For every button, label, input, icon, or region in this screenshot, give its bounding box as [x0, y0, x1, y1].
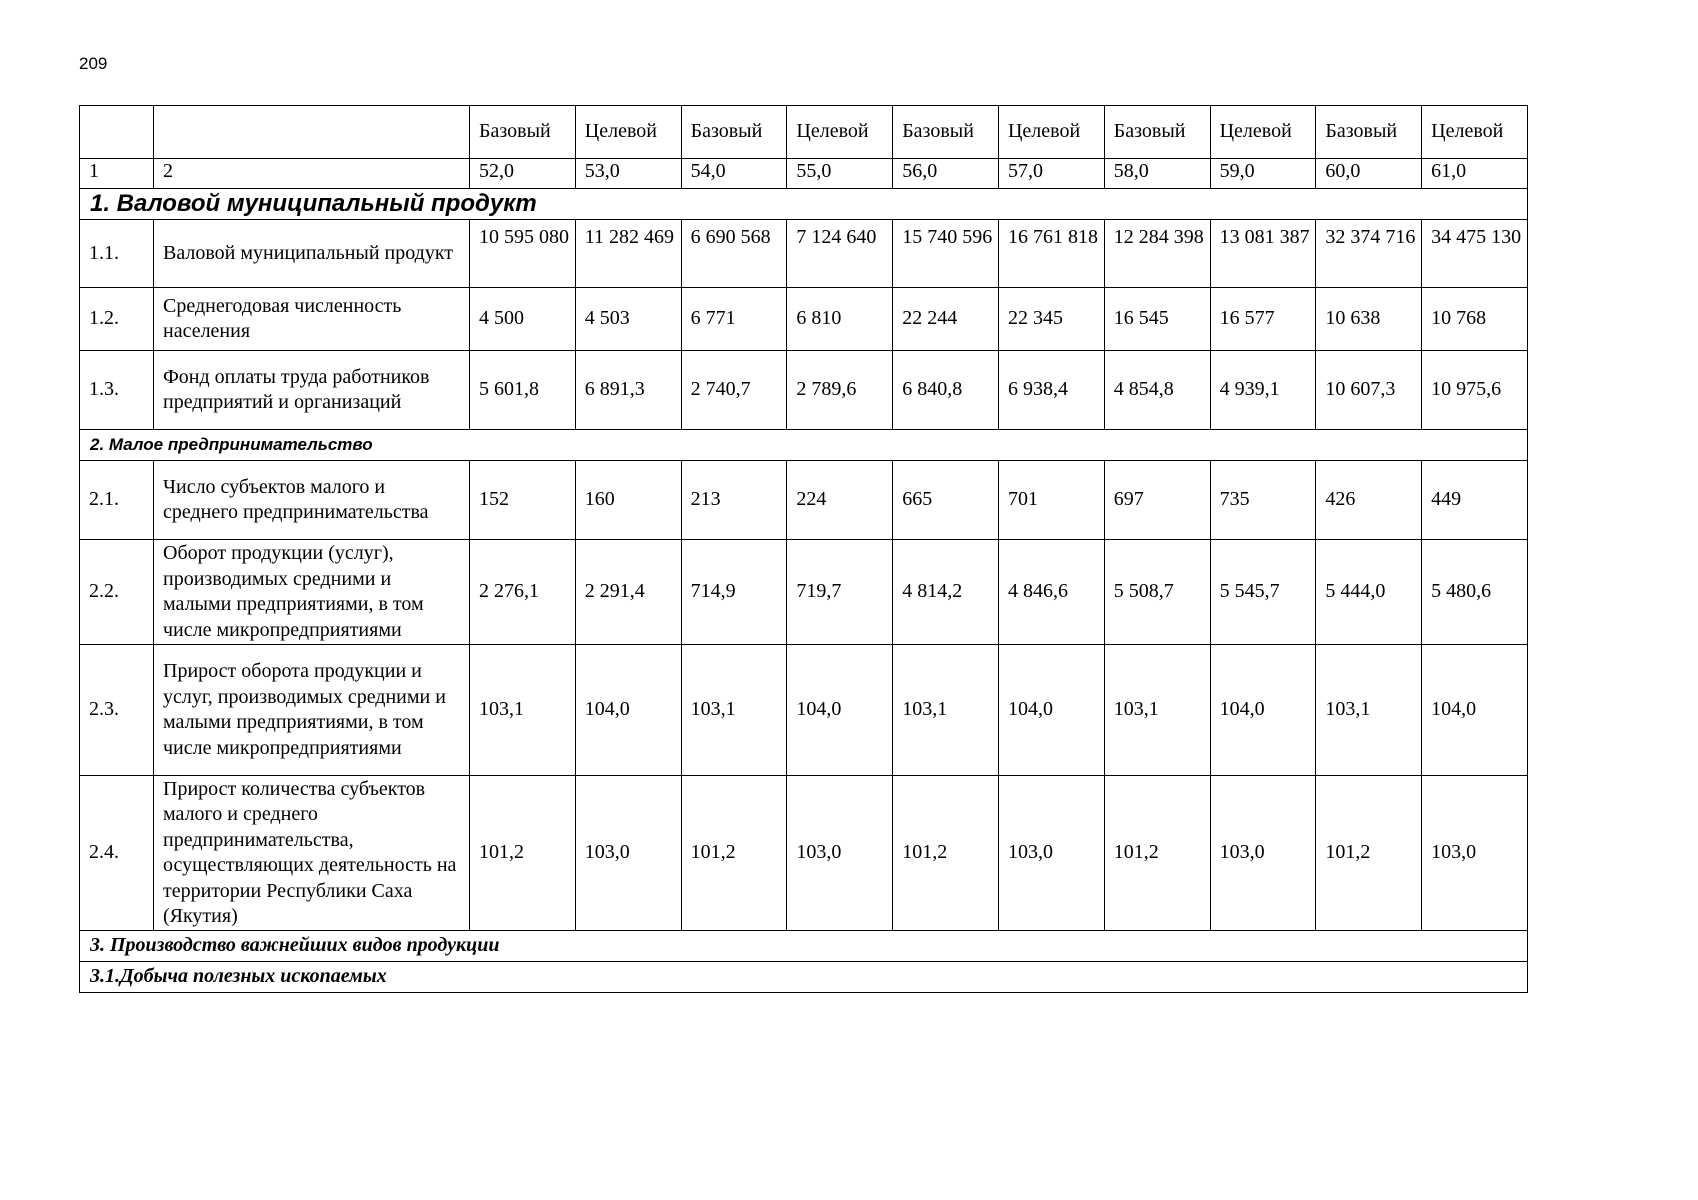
row-indicator-name: Оборот продукции (услуг), производимых средними и малыми предприятиями, в том числе микропредприятиями: [154, 540, 470, 645]
row-value: 2 740,7: [681, 351, 787, 430]
row-indicator-name: Фонд оплаты труда работников предприятий и организаций: [154, 351, 470, 430]
header-row: [80, 106, 1528, 159]
index-cell: 56,0: [893, 159, 999, 189]
row-value: 7 124 640: [787, 220, 893, 288]
row-value: 714,9: [681, 540, 787, 645]
table-row: [80, 461, 1528, 540]
row-value: 5 545,7: [1210, 540, 1316, 645]
section-heading: [80, 962, 1528, 993]
row-number: 2.4.: [80, 776, 154, 931]
row-value: 6 690 568: [681, 220, 787, 288]
header-period: Базовый: [1316, 106, 1422, 159]
index-cell: 2: [154, 159, 470, 189]
index-cell: 61,0: [1422, 159, 1528, 189]
row-number: 2.1.: [80, 461, 154, 540]
row-value: 2 276,1: [470, 540, 576, 645]
row-value: 6 810: [787, 288, 893, 351]
table-row: [80, 540, 1528, 645]
row-indicator-name: Прирост количества субъектов малого и среднего предпринимательства, осуществляющих деятельность на территории Республики Саха (Якутия): [154, 776, 470, 931]
row-value: 6 891,3: [575, 351, 681, 430]
row-value: 101,2: [681, 776, 787, 931]
row-value: 104,0: [787, 645, 893, 776]
header-period: Базовый: [470, 106, 576, 159]
table-row: [80, 645, 1528, 776]
row-value: 5 601,8: [470, 351, 576, 430]
row-value: 103,1: [681, 645, 787, 776]
index-cell: 59,0: [1210, 159, 1316, 189]
row-value: 104,0: [575, 645, 681, 776]
index-cell: 58,0: [1104, 159, 1210, 189]
index-cell: 55,0: [787, 159, 893, 189]
row-value: 103,0: [787, 776, 893, 931]
row-value: 5 480,6: [1422, 540, 1528, 645]
row-value: 4 500: [470, 288, 576, 351]
row-value: 103,1: [1316, 645, 1422, 776]
header-period: Целевой: [575, 106, 681, 159]
header-cell-name: [154, 106, 470, 159]
row-number: 2.2.: [80, 540, 154, 645]
row-value: 5 508,7: [1104, 540, 1210, 645]
section-heading: [80, 189, 1528, 220]
row-value: 10 638: [1316, 288, 1422, 351]
row-value: 103,0: [1422, 776, 1528, 931]
section-title: 1. Валовой муниципальный продукт: [80, 189, 1528, 220]
row-value: 4 814,2: [893, 540, 999, 645]
header-period: Целевой: [998, 106, 1104, 159]
row-value: 224: [787, 461, 893, 540]
row-value: 103,1: [1104, 645, 1210, 776]
row-value: 6 771: [681, 288, 787, 351]
row-value: 4 854,8: [1104, 351, 1210, 430]
row-value: 22 244: [893, 288, 999, 351]
row-value: 213: [681, 461, 787, 540]
section-heading: [80, 430, 1528, 461]
table-row: [80, 351, 1528, 430]
index-cell: 1: [80, 159, 154, 189]
header-period: Целевой: [1422, 106, 1528, 159]
row-value: 12 284 398: [1104, 220, 1210, 288]
row-value: 701: [998, 461, 1104, 540]
row-value: 16 761 818: [998, 220, 1104, 288]
row-value: 5 444,0: [1316, 540, 1422, 645]
row-value: 32 374 716: [1316, 220, 1422, 288]
row-indicator-name: Число субъектов малого и среднего предпринимательства: [154, 461, 470, 540]
row-value: 101,2: [1104, 776, 1210, 931]
header-period: Целевой: [787, 106, 893, 159]
row-value: 103,0: [998, 776, 1104, 931]
row-value: 103,1: [470, 645, 576, 776]
section-heading: [80, 931, 1528, 962]
row-value: 10 595 080: [470, 220, 576, 288]
section-title: 2. Малое предпринимательство: [80, 430, 1528, 461]
row-value: 101,2: [470, 776, 576, 931]
row-value: 11 282 469: [575, 220, 681, 288]
row-value: 101,2: [893, 776, 999, 931]
row-number: 1.1.: [80, 220, 154, 288]
section-title: 3.1.Добыча полезных ископаемых: [80, 962, 1528, 993]
row-value: 16 577: [1210, 288, 1316, 351]
index-row: [80, 159, 1528, 189]
row-value: 10 607,3: [1316, 351, 1422, 430]
index-cell: 57,0: [998, 159, 1104, 189]
row-value: 16 545: [1104, 288, 1210, 351]
row-value: 10 768: [1422, 288, 1528, 351]
row-value: 22 345: [998, 288, 1104, 351]
row-value: 4 939,1: [1210, 351, 1316, 430]
row-value: 104,0: [1210, 645, 1316, 776]
header-cell-num: [80, 106, 154, 159]
row-value: 101,2: [1316, 776, 1422, 931]
index-cell: 52,0: [470, 159, 576, 189]
row-value: 735: [1210, 461, 1316, 540]
header-period: Целевой: [1210, 106, 1316, 159]
index-cell: 53,0: [575, 159, 681, 189]
row-value: 34 475 130: [1422, 220, 1528, 288]
row-value: 449: [1422, 461, 1528, 540]
page-number: 209: [79, 54, 108, 73]
row-indicator-name: Среднегодовая численность населения: [154, 288, 470, 351]
table-row: [80, 220, 1528, 288]
row-value: 103,0: [1210, 776, 1316, 931]
row-value: 13 081 387: [1210, 220, 1316, 288]
row-value: 160: [575, 461, 681, 540]
row-value: 4 846,6: [998, 540, 1104, 645]
indicators-table: [79, 105, 1528, 993]
index-cell: 54,0: [681, 159, 787, 189]
table-row: [80, 288, 1528, 351]
row-value: 104,0: [1422, 645, 1528, 776]
index-cell: 60,0: [1316, 159, 1422, 189]
header-period: Базовый: [893, 106, 999, 159]
header-period: Базовый: [681, 106, 787, 159]
row-number: 1.2.: [80, 288, 154, 351]
row-value: 103,0: [575, 776, 681, 931]
row-value: 4 503: [575, 288, 681, 351]
row-indicator-name: Валовой муниципальный продукт: [154, 220, 470, 288]
row-value: 104,0: [998, 645, 1104, 776]
row-value: 665: [893, 461, 999, 540]
row-value: 10 975,6: [1422, 351, 1528, 430]
row-value: 6 840,8: [893, 351, 999, 430]
row-value: 426: [1316, 461, 1422, 540]
row-value: 152: [470, 461, 576, 540]
row-value: 719,7: [787, 540, 893, 645]
row-value: 6 938,4: [998, 351, 1104, 430]
row-value: 15 740 596: [893, 220, 999, 288]
row-number: 1.3.: [80, 351, 154, 430]
header-period: Базовый: [1104, 106, 1210, 159]
row-value: 103,1: [893, 645, 999, 776]
table-row: [80, 776, 1528, 931]
row-value: 2 291,4: [575, 540, 681, 645]
row-value: 2 789,6: [787, 351, 893, 430]
section-title: 3. Производство важнейших видов продукции: [80, 931, 1528, 962]
row-number: 2.3.: [80, 645, 154, 776]
row-indicator-name: Прирост оборота продукции и услуг, производимых средними и малыми предприятиями, в том числе микропредприятиями: [154, 645, 470, 776]
row-value: 697: [1104, 461, 1210, 540]
